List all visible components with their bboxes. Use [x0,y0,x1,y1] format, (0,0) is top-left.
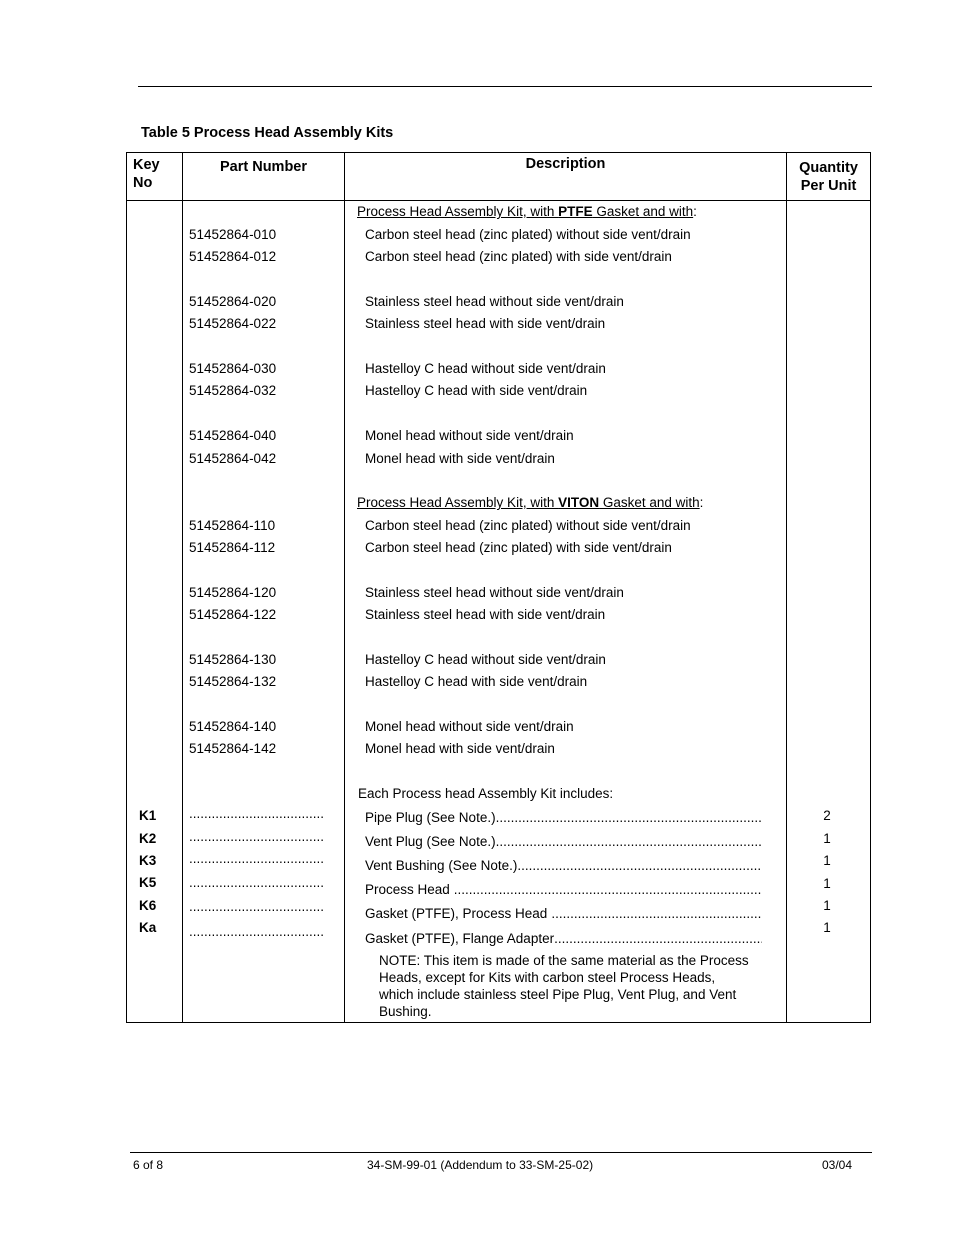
component-description: Gasket (PTFE), Flange Adapter [365,931,555,946]
material-note: NOTE: This item is made of the same material as the Process Heads, except for Kits with carbon steel Process Heads, which include stainless steel Pipe Plug, Vent Plug, and Vent Bushing. [379,953,749,1019]
component-description: Vent Bushing (See Note.) [365,858,518,873]
part-description: Carbon steel head (zinc plated) without side vent/drain [365,227,691,242]
part-number: 51452864-112 [189,540,276,555]
component-description: Gasket (PTFE), Process Head [365,906,548,921]
quantity: 1 [823,876,831,891]
part-description: Monel head without side vent/drain [365,719,574,734]
leader-dots [517,858,762,873]
footer-rule [130,1152,872,1153]
key-number: K3 [139,853,157,868]
part-description: Stainless steel head with side vent/drain [365,607,606,622]
part-description: Carbon steel head (zinc plated) with side vent/drain [365,249,672,264]
part-number: 51452864-110 [189,518,276,533]
key-number: K6 [139,898,157,913]
component-description: Process Head [365,882,450,897]
quantity: 2 [823,808,831,823]
header-quantity: Quantity Per Unit [799,160,858,194]
part-number: 51452864-020 [189,294,277,309]
part-number: 51452864-120 [189,585,277,600]
part-number: 51452864-032 [189,383,277,398]
part-number: 51452864-040 [189,428,277,443]
includes-heading: Each Process head Assembly Kit includes: [358,786,614,801]
part-description: Stainless steel head with side vent/drain [365,316,606,331]
part-number: 51452864-130 [189,652,277,667]
component-row [365,906,762,921]
component-row [365,931,762,946]
header-description: Description [525,156,606,172]
part-number: 51452864-140 [189,719,277,734]
part-number-leader [189,899,325,914]
viton-kit-heading: Process Head Assembly Kit, with VITON Gasket and with: [357,495,704,510]
component-description: Pipe Plug (See Note.) [365,810,496,825]
leader-dots [554,931,762,946]
header-rule [138,86,872,87]
component-row [365,858,762,873]
quantity: 1 [823,831,831,846]
quantity: 1 [823,920,831,935]
quantity: 1 [823,898,831,913]
leader-dots [496,834,762,849]
table-title: Table 5 Process Head Assembly Kits [141,125,394,141]
part-number: 51452864-132 [189,674,277,689]
part-number-leader [189,829,325,844]
part-description: Hastelloy C head without side vent/drain [365,652,606,667]
key-number: K1 [139,808,157,823]
part-number: 51452864-022 [189,316,277,331]
component-row [365,810,762,825]
part-number-leader [189,875,325,890]
part-description: Monel head with side vent/drain [365,451,555,466]
component-description: Vent Plug (See Note.) [365,834,496,849]
part-description: Stainless steel head without side vent/drain [365,585,624,600]
key-number: K2 [139,831,157,846]
part-description: Carbon steel head (zinc plated) with side vent/drain [365,540,672,555]
part-description: Hastelloy C head with side vent/drain [365,383,588,398]
part-description: Hastelloy C head with side vent/drain [365,674,588,689]
part-number: 51452864-142 [189,741,277,756]
document-id: 34-SM-99-01 (Addendum to 33-SM-25-02) [367,1158,594,1172]
part-number: 51452864-122 [189,607,277,622]
part-number: 51452864-042 [189,451,277,466]
component-row [365,834,762,849]
quantity: 1 [823,853,831,868]
document-date: 03/04 [822,1158,853,1172]
key-number: K5 [139,875,157,890]
part-number-leader [189,924,325,939]
part-description: Monel head without side vent/drain [365,428,574,443]
part-description: Monel head with side vent/drain [365,741,555,756]
part-description: Stainless steel head without side vent/drain [365,294,624,309]
component-row [365,882,762,897]
leader-dots [551,906,762,921]
part-description: Hastelloy C head without side vent/drain [365,361,606,376]
part-number-leader [189,806,325,821]
header-key-no: Key No [133,157,160,191]
key-number: Ka [139,920,157,935]
part-number: 51452864-010 [189,227,277,242]
header-part-number: Part Number [219,159,308,175]
part-number-leader [189,851,325,866]
part-number: 51452864-012 [189,249,277,264]
part-description: Carbon steel head (zinc plated) without side vent/drain [365,518,691,533]
part-number: 51452864-030 [189,361,277,376]
leader-dots [496,810,762,825]
leader-dots [454,882,762,897]
ptfe-kit-heading: Process Head Assembly Kit, with PTFE Gasket and with: [357,204,697,219]
page-number: 6 of 8 [133,1158,164,1172]
